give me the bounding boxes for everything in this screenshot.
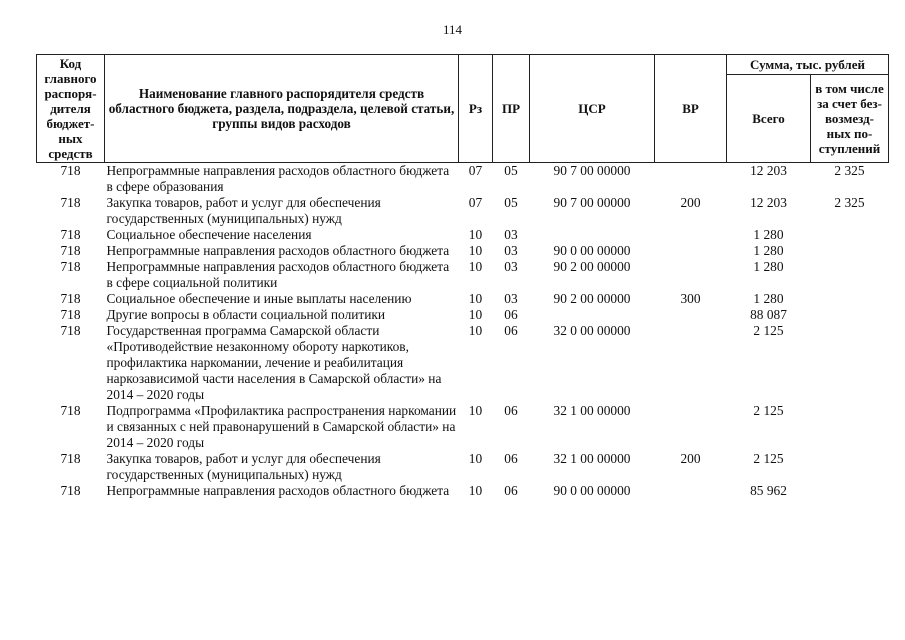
cell-vr: 200 [680, 195, 701, 210]
cell-total: 1 280 [753, 291, 784, 306]
cell-rz: 10 [468, 307, 483, 322]
cell-name: Закупка товаров, работ и услуг для обеспечения государственных (муниципальных) нужд [106, 195, 381, 226]
cell-csr: 90 7 00 00000 [553, 163, 631, 178]
cell-free-receipts [811, 451, 889, 483]
table-row [37, 307, 889, 323]
cell-total: 2 125 [753, 323, 784, 338]
cell-total: 2 125 [753, 403, 784, 418]
cell-vr [655, 227, 727, 243]
cell-vr [655, 483, 727, 499]
cell-vr [655, 403, 727, 451]
cell-pr: 03 [504, 243, 518, 258]
table-row [37, 291, 889, 307]
header-pr: ПР [493, 55, 530, 163]
cell-free-receipts [811, 323, 889, 403]
cell-code: 718 [60, 227, 81, 242]
table-row [37, 323, 889, 403]
header-name: Наименование главного распорядителя средств областного бюджета, раздела, подраздела, целевой статьи, группы видов расходов [105, 55, 459, 163]
header-rz: Рз [459, 55, 493, 163]
cell-total: 85 962 [750, 483, 787, 498]
table-row [37, 259, 889, 291]
table-row [37, 195, 889, 227]
cell-csr: 90 2 00 00000 [553, 259, 631, 274]
table-row [37, 243, 889, 259]
cell-pr: 06 [504, 323, 518, 338]
cell-rz: 10 [468, 259, 483, 274]
header-free-receipts: в том числе за счет без-возмезд-ных по-ступлений [811, 75, 889, 163]
cell-free-receipts: 2 325 [834, 163, 865, 178]
cell-total: 1 280 [753, 227, 784, 242]
cell-free-receipts [811, 307, 889, 323]
cell-code: 718 [60, 307, 81, 322]
cell-pr: 06 [504, 307, 518, 322]
cell-csr [530, 307, 655, 323]
cell-total: 1 280 [753, 243, 784, 258]
header-sum-group: Сумма, тыс. рублей [727, 55, 889, 75]
cell-free-receipts [811, 243, 889, 259]
cell-code: 718 [60, 195, 81, 210]
cell-csr: 90 2 00 00000 [553, 291, 631, 306]
budget-table [36, 54, 889, 499]
cell-free-receipts [811, 403, 889, 451]
cell-name: Непрограммные направления расходов областного бюджета в сфере социальной политики [106, 259, 450, 290]
cell-code: 718 [60, 451, 81, 466]
cell-code: 718 [60, 259, 81, 274]
cell-pr: 06 [504, 403, 518, 418]
cell-name: Государственная программа Самарской области «Противодействие незаконному обороту наркотиков, профилактика наркомании, лечение и реабилитация наркозависимой части населения в Самарской области» на 2014 – 2020 годы [106, 323, 442, 402]
cell-vr [655, 163, 727, 196]
header-code: Код главного распоря-дителя бюджет-ных средств [37, 55, 105, 163]
cell-code: 718 [60, 323, 81, 338]
cell-rz: 10 [468, 483, 483, 498]
cell-free-receipts: 2 325 [834, 195, 865, 210]
cell-csr: 90 0 00 00000 [553, 483, 631, 498]
table-header [37, 55, 889, 163]
table-row [37, 451, 889, 483]
cell-rz: 10 [468, 243, 483, 258]
cell-vr [655, 307, 727, 323]
table-row [37, 227, 889, 243]
cell-rz: 10 [468, 227, 483, 242]
header-csr: ЦСР [530, 55, 655, 163]
cell-rz: 10 [468, 323, 483, 338]
cell-total: 12 203 [750, 163, 787, 178]
header-total: Всего [727, 75, 811, 163]
cell-name: Социальное обеспечение населения [106, 227, 312, 242]
cell-free-receipts [811, 259, 889, 291]
cell-code: 718 [60, 291, 81, 306]
cell-pr: 03 [504, 291, 518, 306]
cell-code: 718 [60, 163, 81, 178]
cell-rz: 10 [468, 403, 483, 418]
cell-pr: 06 [504, 483, 518, 498]
cell-name: Закупка товаров, работ и услуг для обеспечения государственных (муниципальных) нужд [106, 451, 381, 482]
cell-rz: 10 [468, 291, 483, 306]
cell-code: 718 [60, 403, 81, 418]
cell-csr: 32 1 00 00000 [553, 451, 631, 466]
cell-name: Социальное обеспечение и иные выплаты населению [106, 291, 412, 306]
cell-name: Непрограммные направления расходов областного бюджета [106, 483, 450, 498]
cell-total: 2 125 [753, 451, 784, 466]
table-row [37, 403, 889, 451]
cell-rz: 10 [468, 451, 483, 466]
table-body [37, 163, 889, 500]
cell-csr: 32 1 00 00000 [553, 403, 631, 418]
cell-vr [655, 323, 727, 403]
cell-pr: 05 [504, 195, 518, 210]
table-row [37, 483, 889, 499]
cell-vr [655, 243, 727, 259]
cell-pr: 03 [504, 259, 518, 274]
cell-vr: 300 [680, 291, 701, 306]
cell-pr: 05 [504, 163, 518, 178]
page-number: 114 [442, 22, 463, 37]
cell-pr: 06 [504, 451, 518, 466]
cell-rz: 07 [468, 195, 483, 210]
cell-name: Подпрограмма «Профилактика распространения наркомании и связанных с ней правонарушений в Самарской области» на 2014 – 2020 годы [106, 403, 457, 450]
cell-csr [530, 227, 655, 243]
cell-pr: 03 [504, 227, 518, 242]
cell-csr: 32 0 00 00000 [553, 323, 631, 338]
cell-code: 718 [60, 483, 81, 498]
header-vr: ВР [655, 55, 727, 163]
cell-code: 718 [60, 243, 81, 258]
cell-free-receipts [811, 291, 889, 307]
cell-name: Непрограммные направления расходов областного бюджета [106, 243, 450, 258]
cell-vr [655, 259, 727, 291]
table-row [37, 163, 889, 196]
cell-name: Непрограммные направления расходов областного бюджета в сфере образования [106, 163, 450, 194]
cell-vr: 200 [680, 451, 701, 466]
cell-total: 88 087 [750, 307, 787, 322]
cell-csr: 90 7 00 00000 [553, 195, 631, 210]
cell-total: 12 203 [750, 195, 787, 210]
cell-csr: 90 0 00 00000 [553, 243, 631, 258]
cell-free-receipts [811, 483, 889, 499]
cell-free-receipts [811, 227, 889, 243]
cell-rz: 07 [468, 163, 483, 178]
cell-total: 1 280 [753, 259, 784, 274]
cell-name: Другие вопросы в области социальной политики [106, 307, 386, 322]
